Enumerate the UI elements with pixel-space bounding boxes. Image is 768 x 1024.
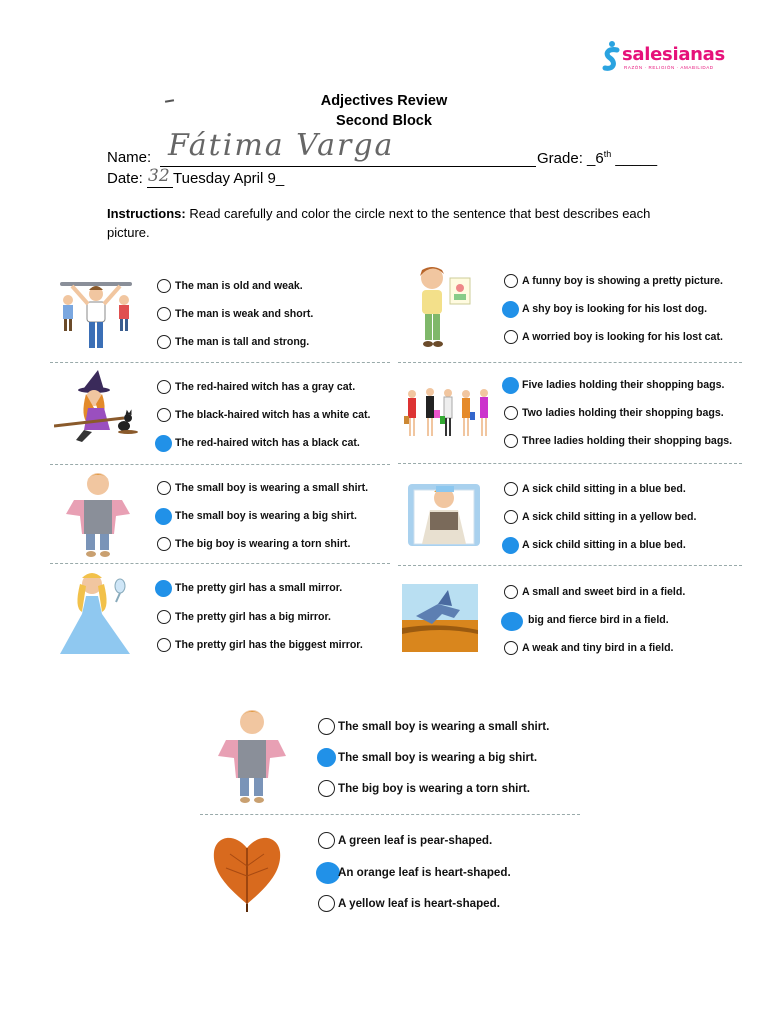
answer-circle[interactable] (157, 307, 171, 321)
answer-circle[interactable] (318, 895, 335, 912)
answer-circle-marked[interactable] (317, 748, 336, 767)
option-text: An orange leaf is heart-shaped. (338, 866, 511, 879)
date-value: Tuesday April 9_ (173, 170, 285, 187)
divider (50, 362, 390, 363)
answer-circle[interactable] (157, 380, 171, 394)
answer-circle[interactable] (157, 610, 171, 624)
option-text: The pretty girl has the biggest mirror. (175, 639, 363, 651)
answer-circle-marked[interactable] (155, 435, 172, 452)
grade-tail: _____ (611, 150, 658, 167)
answer-circle-marked[interactable] (502, 537, 519, 554)
option-text: The red-haired witch has a black cat. (175, 437, 360, 449)
boy-big-shirt-picture (64, 470, 134, 560)
option-text: A worried boy is looking for his lost cat. (522, 331, 723, 343)
option-text: A green leaf is pear-shaped. (338, 834, 493, 847)
answer-circle[interactable] (504, 406, 518, 420)
option-text: A small and sweet bird in a field. (522, 586, 686, 598)
answer-circle[interactable] (504, 434, 518, 448)
boy-with-picture-picture (408, 264, 474, 350)
orange-heart-leaf-picture (210, 826, 284, 912)
answer-circle[interactable] (504, 330, 518, 344)
answer-circle[interactable] (504, 482, 518, 496)
option-text: The red-haired witch has a gray cat. (175, 381, 356, 393)
instructions (107, 204, 667, 242)
girl-mirror-picture (60, 568, 136, 658)
answer-circle[interactable] (157, 481, 171, 495)
option-text: A shy boy is looking for his lost dog. (522, 303, 708, 315)
logo-tagline: RAZÓN · RELIGIÓN · AMABILIDAD (624, 65, 714, 70)
logo-name: salesianas (622, 44, 725, 65)
option-text: The man is tall and strong. (175, 336, 310, 348)
option-text: The black-haired witch has a white cat. (175, 409, 371, 421)
divider (398, 463, 742, 464)
answer-circle-marked[interactable] (501, 612, 523, 631)
option-text: The small boy is wearing a big shirt. (338, 751, 538, 764)
answer-circle[interactable] (157, 408, 171, 422)
option-text: The small boy is wearing a big shirt. (175, 510, 357, 522)
name-handwriting: Fátima Varga (168, 128, 395, 163)
option-text: The small boy is wearing a small shirt. (175, 482, 369, 494)
option-text: A sick child sitting in a blue bed. (522, 539, 686, 551)
answer-circle[interactable] (504, 274, 518, 288)
option-text: Two ladies holding their shopping bags. (522, 407, 724, 419)
answer-circle-marked[interactable] (502, 301, 519, 318)
grade-sup: th (603, 149, 612, 159)
answer-circle[interactable] (157, 279, 171, 293)
option-text: The big boy is wearing a torn shirt. (338, 782, 530, 795)
answer-circle[interactable] (157, 537, 171, 551)
answer-circle[interactable] (157, 638, 171, 652)
date-line (147, 187, 173, 188)
men-carrying-kids-picture (54, 276, 138, 352)
option-text: A weak and tiny bird in a field. (522, 642, 674, 654)
option-text: A sick child sitting in a yellow bed. (522, 511, 697, 523)
answer-circle[interactable] (318, 718, 335, 735)
divider (398, 565, 742, 566)
salesianas-logo (600, 40, 730, 76)
option-text: The pretty girl has a big mirror. (175, 611, 331, 623)
answer-circle[interactable] (504, 641, 518, 655)
name-line (160, 166, 536, 167)
answer-circle[interactable] (504, 585, 518, 599)
option-text: The man is weak and short. (175, 308, 314, 320)
page-title: Adjectives Review (320, 93, 448, 109)
bird-in-field-picture (402, 584, 478, 652)
option-text: The man is old and weak. (175, 280, 303, 292)
date-scribble: 32 (148, 166, 170, 186)
date-label: Date: (107, 170, 143, 187)
option-text: Five ladies holding their shopping bags. (522, 379, 725, 391)
grade-label: Grade: _6 (537, 150, 604, 167)
instructions-text: Read carefully and color the circle next to the sentence that best describes each picture. (107, 206, 651, 240)
option-text: A funny boy is showing a pretty picture. (522, 275, 723, 287)
divider (50, 464, 390, 465)
answer-circle-marked[interactable] (155, 580, 172, 597)
answer-circle[interactable] (157, 335, 171, 349)
ladies-shopping-picture (404, 386, 492, 444)
answer-circle-marked[interactable] (316, 862, 340, 884)
option-text: The small boy is wearing a small shirt. (338, 720, 550, 733)
logo-mark-icon (600, 40, 624, 76)
grade-field (537, 149, 657, 167)
option-text: The big boy is wearing a torn shirt. (175, 538, 351, 550)
option-text: big and fierce bird in a field. (528, 614, 669, 626)
answer-circle-marked[interactable] (502, 377, 519, 394)
divider (398, 362, 742, 363)
option-text: A sick child sitting in a blue bed. (522, 483, 686, 495)
option-text: The pretty girl has a small mirror. (175, 582, 343, 594)
answer-circle[interactable] (318, 832, 335, 849)
option-text: A yellow leaf is heart-shaped. (338, 897, 500, 910)
witch-on-broom-picture (54, 368, 140, 452)
divider (200, 814, 580, 815)
answer-circle-marked[interactable] (155, 508, 172, 525)
name-label: Name: (107, 149, 152, 166)
answer-circle[interactable] (504, 510, 518, 524)
divider (50, 563, 390, 564)
sick-child-bed-picture (404, 474, 484, 550)
answer-circle[interactable] (318, 780, 335, 797)
boy-big-shirt-picture-bottom (216, 706, 286, 806)
page-subtitle: Second Block (336, 113, 432, 129)
instructions-label: Instructions: (107, 206, 186, 221)
option-text: Three ladies holding their shopping bags. (522, 435, 733, 447)
